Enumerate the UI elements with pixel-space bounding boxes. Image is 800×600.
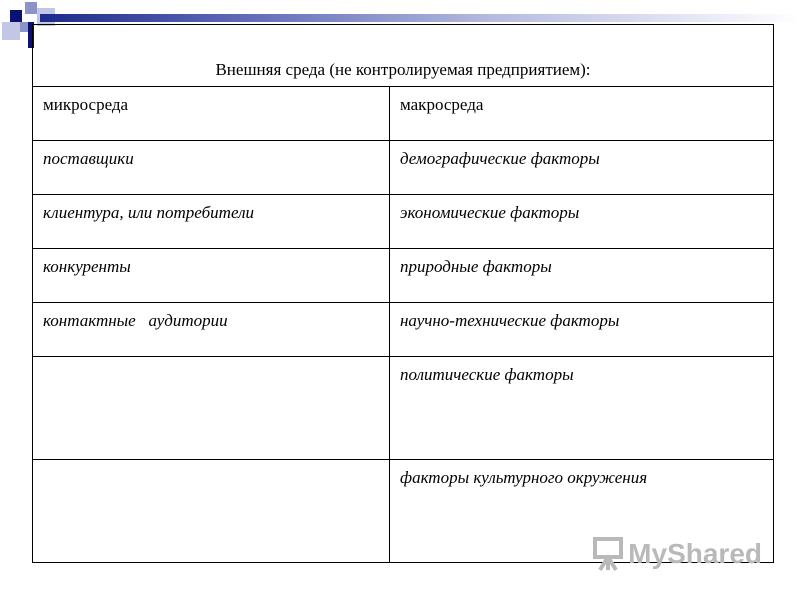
table-cell: конкуренты <box>33 249 390 303</box>
table-cell: экономические факторы <box>390 195 774 249</box>
header-gradient-bar <box>40 14 800 22</box>
table-row <box>33 303 774 357</box>
table-cell: научно-технические факторы <box>390 303 774 357</box>
table-cell: природные факторы <box>390 249 774 303</box>
decor-square-dark <box>10 10 22 22</box>
watermark <box>592 536 762 572</box>
table-title-cell <box>33 25 774 87</box>
table-cell <box>33 357 390 460</box>
table-cell: факторы культурного окружения <box>390 460 774 563</box>
table-cell <box>33 460 390 563</box>
table-cell: политические факторы <box>390 357 774 460</box>
column-header-row <box>33 87 774 141</box>
table-row <box>33 357 774 460</box>
table-row <box>33 141 774 195</box>
table-row <box>33 195 774 249</box>
decor-square-mid <box>25 2 37 14</box>
table-cell: клиентура, или потребители <box>33 195 390 249</box>
environment-table <box>32 24 774 563</box>
table-row <box>33 249 774 303</box>
table-title: Внешняя среда (не контролируемая предприятием): <box>215 60 591 79</box>
decor-square-light-2 <box>2 22 20 40</box>
column-header-macro: макросреда <box>390 87 774 141</box>
table-title-row <box>33 25 774 87</box>
column-header-micro: микросреда <box>33 87 390 141</box>
watermark-text: MyShared <box>628 538 762 569</box>
table-cell: контактные аудитории <box>33 303 390 357</box>
table-cell: поставщики <box>33 141 390 195</box>
presentation-icon <box>592 536 624 572</box>
table-cell: демографические факторы <box>390 141 774 195</box>
